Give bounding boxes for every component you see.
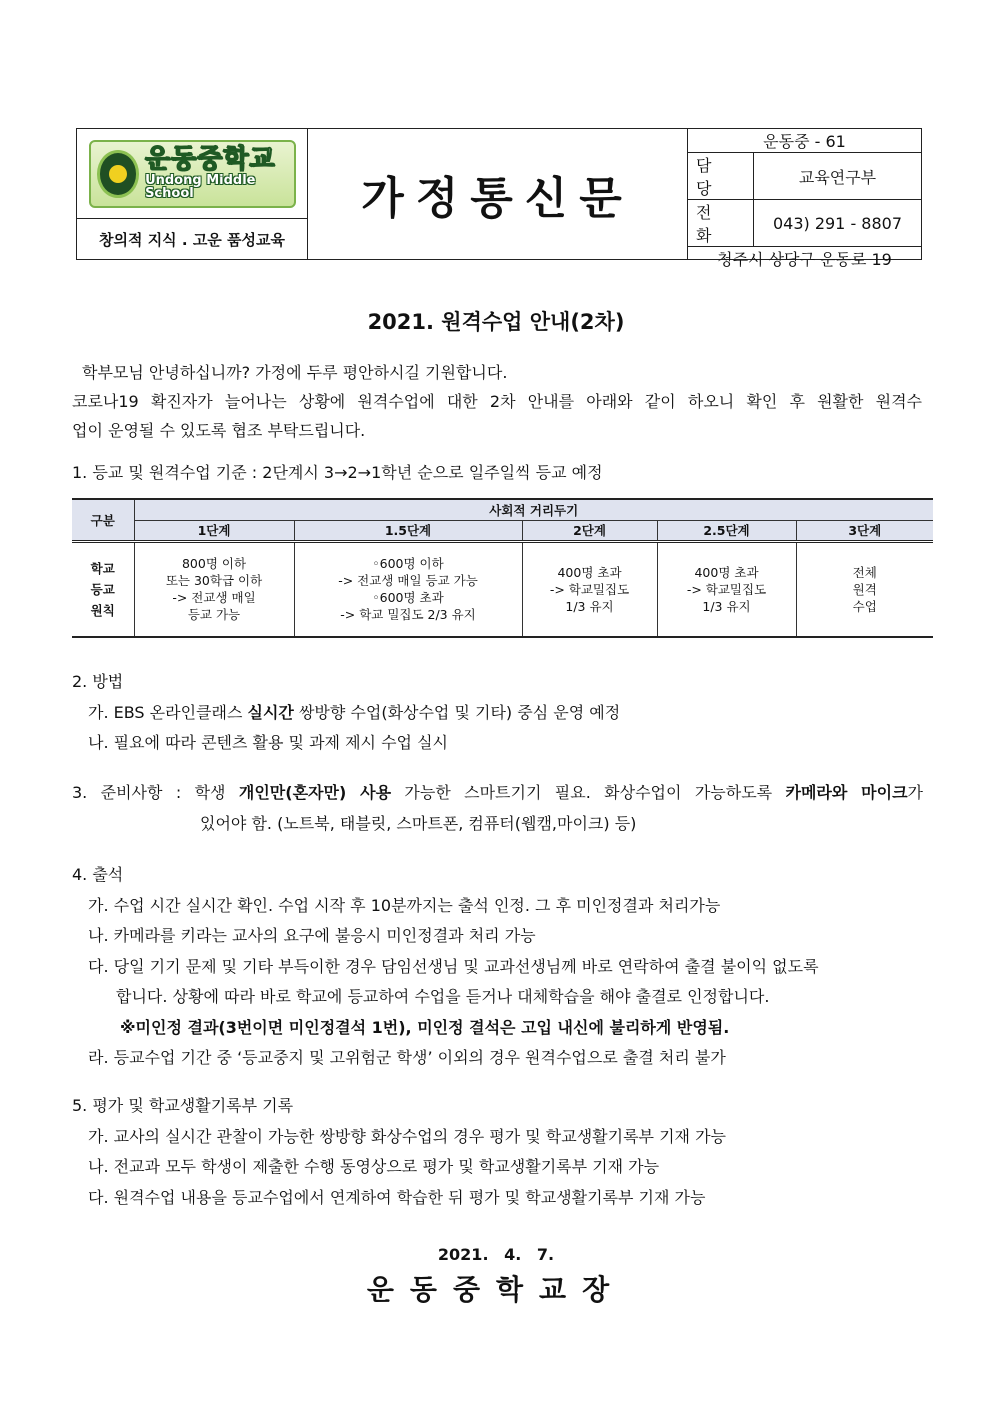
level-header: 1단계 xyxy=(134,520,294,541)
section-5 xyxy=(72,1091,932,1213)
manager-value: 교육연구부 xyxy=(798,167,877,187)
logo-area xyxy=(77,129,307,219)
section-5-item-b: 나. 전교과 모두 학생이 제출한 수행 동영상으로 평가 및 학교생활기록부 기재 가능 xyxy=(88,1157,660,1176)
col-header-category: 구분 xyxy=(72,499,134,541)
section-1 xyxy=(72,458,932,489)
section-2-item-a: 가. EBS 온라인클래스 실시간 쌍방향 수업(화상수업 및 기타) 중심 운영 예정 xyxy=(88,702,621,722)
intro-paragraph xyxy=(72,358,922,445)
level-header: 1.5단계 xyxy=(294,520,522,541)
doc-number: 운동중 - 61 xyxy=(688,129,921,153)
section-4-heading: 4. 출석 xyxy=(72,865,124,884)
issue-date: 2021. 4. 7. xyxy=(437,1245,555,1264)
document-title: 2021. 원격수업 안내(2차) xyxy=(367,310,625,334)
intro-line-3: 업이 운영될 수 있도록 협조 부탁드립니다. xyxy=(72,421,366,440)
header-title-cell xyxy=(308,129,688,259)
section-4-item-c-cont: 합니다. 상황에 따라 바로 학교에 등교하여 수업을 듣거나 대체학습을 해야 출결로 인정합니다. xyxy=(116,987,770,1006)
letter-header xyxy=(76,128,922,269)
table-row xyxy=(72,541,933,637)
section-4-item-c: 다. 당일 기기 문제 및 기타 부득이한 경우 담임선생님 및 교과선생님께 바로 연락하여 출결 불이익 없도록 xyxy=(88,956,819,976)
row-label: 학교 등교 원칙 xyxy=(72,541,134,637)
school-motto: 창의적 지식 . 고운 품성교육 xyxy=(99,230,285,249)
manager-row xyxy=(688,153,921,200)
section-3 xyxy=(72,778,932,839)
level-header: 2단계 xyxy=(522,520,657,541)
header-info xyxy=(688,129,921,269)
table-cell: 400명 초과 -> 학교밀집도 1/3 유지 xyxy=(522,541,657,637)
section-2-heading: 2. 방법 xyxy=(72,672,124,691)
manager-label: 담 당 xyxy=(688,153,754,199)
phone-value: 043) 291 - 8807 xyxy=(772,213,903,233)
table-cell: 400명 초과 -> 학교밀집도 1/3 유지 xyxy=(657,541,796,637)
section-5-item-a: 가. 교사의 실시간 관찰이 가능한 쌍방향 화상수업의 경우 평가 및 학교생활기록부 기재 가능 xyxy=(88,1126,726,1146)
section-4-note: ※미인정 결과(3번이면 미인정결석 1번), 미인정 결석은 고입 내신에 불리하게 반영됨. xyxy=(120,1017,730,1037)
level-header: 2.5단계 xyxy=(657,520,796,541)
section-5-item-c: 다. 원격수업 내용을 등교수업에서 연계하여 학습한 뒤 평가 및 학교생활기록부 기재 가능 xyxy=(88,1187,706,1207)
section-4-item-d: 라. 등교수업 기간 중 ‘등교중지 및 고위험군 학생’ 이외의 경우 원격수업으로 출결 처리 불가 xyxy=(88,1048,726,1067)
intro-line-2: 코로나19 확진자가 늘어나는 상황에 원격수업에 대한 2차 안내를 아래와 같이 하오니 확인 후 원활한 원격수 xyxy=(72,392,922,411)
table-cell: ◦600명 이하 -> 전교생 매일 등교 가능 ◦600명 초과 -> 학교 밀집도 2/3 유지 xyxy=(294,541,522,637)
school-emblem-icon xyxy=(97,150,140,198)
section-2 xyxy=(72,667,932,759)
table-cell: 800명 이하 또는 30학급 이하 -> 전교생 매일 등교 가능 xyxy=(134,541,294,637)
newsletter-title: 가정통신문 xyxy=(361,173,634,224)
level-header: 3단계 xyxy=(796,520,933,541)
section-5-heading: 5. 평가 및 학교생활기록부 기록 xyxy=(72,1096,294,1115)
school-address: 청주시 상당구 운동로 19 xyxy=(717,250,892,269)
logo-text-en: Undong Middle School xyxy=(145,172,256,202)
distancing-table xyxy=(72,498,933,638)
section-4 xyxy=(72,860,932,1074)
section-4-item-b: 나. 카메라를 키라는 교사의 요구에 불응시 미인정결과 처리 가능 xyxy=(88,926,536,945)
phone-row xyxy=(688,200,921,247)
header-left xyxy=(77,129,308,259)
section-1-heading: 1. 등교 및 원격수업 기준 : 2단계시 3→2→1학년 순으로 일주일씩 등교 예정 xyxy=(72,463,603,482)
school-logo xyxy=(89,140,296,208)
logo-text-ko: 운동중학교 xyxy=(145,144,276,175)
section-4-item-a: 가. 수업 시간 실시간 확인. 수업 시작 후 10분까지는 출석 인정. 그 후 미인정결과 처리가능 xyxy=(88,895,721,915)
section-3-line-2: 있어야 함. (노트북, 태블릿, 스마트폰, 컴퓨터(웹캠,마이크) 등) xyxy=(200,813,637,833)
table-cell: 전체 원격 수업 xyxy=(796,541,933,637)
section-3-line-1: 3. 준비사항 : 학생 개인만(혼자만) 사용 가능한 스마트기기 필요. 화상수업이 가능하도록 카메라와 마이크가 xyxy=(72,783,924,802)
phone-label: 전 화 xyxy=(688,200,754,246)
group-header: 사회적 거리두기 xyxy=(134,499,933,520)
intro-line-1: 학부모님 안녕하십니까? 가정에 두루 평안하시길 기원합니다. xyxy=(82,363,508,382)
principal-signature: 운동중학교장 xyxy=(366,1273,626,1306)
section-2-item-b: 나. 필요에 따라 콘텐츠 활용 및 과제 제시 수업 실시 xyxy=(88,733,448,752)
